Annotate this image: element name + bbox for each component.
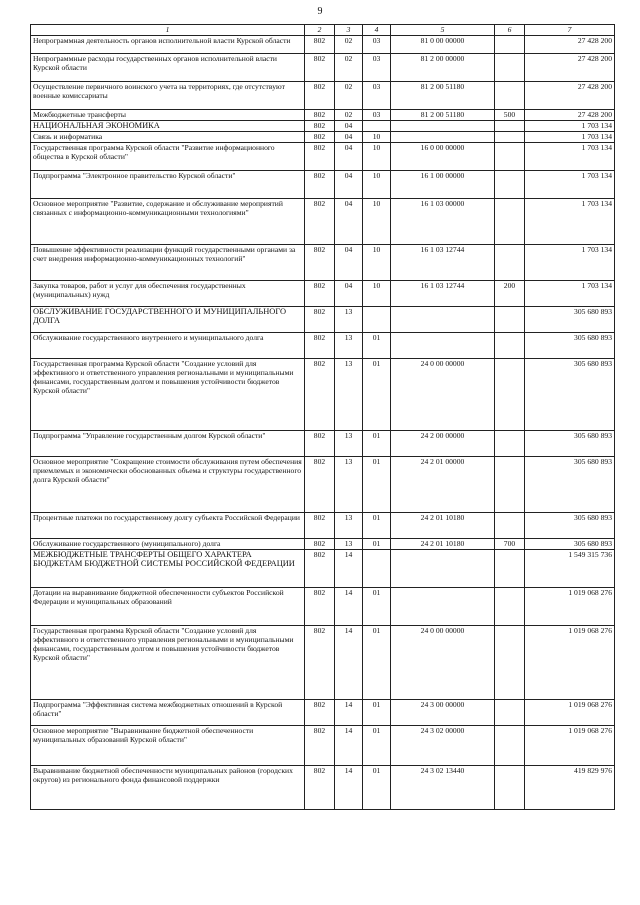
cell-section-code: 14 <box>335 700 363 726</box>
cell-section-code: 13 <box>335 539 363 550</box>
cell-subsection-code: 10 <box>363 199 391 245</box>
table-row <box>31 121 615 132</box>
cell-target-code: 16 1 03 12744 <box>391 245 495 281</box>
cell-expense-type: 500 <box>495 110 525 121</box>
table-row <box>31 513 615 539</box>
row-name: Дотации на выравнивание бюджетной обеспеченности субъектов Российской Федерации и муниципальных образований <box>31 588 305 626</box>
cell-subsection-code: 01 <box>363 726 391 766</box>
cell-amount: 305 680 893 <box>525 333 615 359</box>
cell-section-code: 13 <box>335 359 363 431</box>
row-name: Подпрограмма "Электронное правительство Курской области" <box>31 171 305 199</box>
table-row <box>31 359 615 431</box>
cell-subsection-code: 01 <box>363 700 391 726</box>
row-name: Государственная программа Курской области "Создание условий для эффективного и ответственного управления региональными и муниципальными финансами, государственным долгом и повышения устойчивости бюджетов Курской области" <box>31 359 305 431</box>
cell-target-code: 16 1 03 12744 <box>391 281 495 307</box>
cell-subsection-code: 10 <box>363 143 391 171</box>
cell-expense-type <box>495 307 525 333</box>
table-row <box>31 333 615 359</box>
cell-target-code: 81 0 00 00000 <box>391 36 495 54</box>
cell-target-code: 24 2 01 10180 <box>391 539 495 550</box>
column-header: 3 <box>335 25 363 36</box>
cell-amount: 305 680 893 <box>525 359 615 431</box>
table-row <box>31 588 615 626</box>
cell-amount: 1 703 134 <box>525 281 615 307</box>
column-header: 4 <box>363 25 391 36</box>
cell-expense-type: 200 <box>495 281 525 307</box>
table-row <box>31 132 615 143</box>
cell-subsection-code: 01 <box>363 626 391 700</box>
cell-section-code: 04 <box>335 245 363 281</box>
column-header: 6 <box>495 25 525 36</box>
cell-subsection-code: 03 <box>363 36 391 54</box>
row-name: Межбюджетные трансферты <box>31 110 305 121</box>
table-row <box>31 82 615 110</box>
cell-expense-type <box>495 626 525 700</box>
cell-ministry-code: 802 <box>305 245 335 281</box>
row-name: Основное мероприятие "Развитие, содержание и обслуживание мероприятий связанных с информационно-коммуникационными технологиями" <box>31 199 305 245</box>
cell-expense-type <box>495 513 525 539</box>
cell-amount: 305 680 893 <box>525 539 615 550</box>
cell-amount: 1 703 134 <box>525 121 615 132</box>
cell-amount: 27 428 200 <box>525 110 615 121</box>
cell-subsection-code: 01 <box>363 431 391 457</box>
cell-target-code: 81 2 00 51180 <box>391 82 495 110</box>
row-name: Основное мероприятие "Выравнивание бюджетной обеспеченности муниципальных образований Курской области" <box>31 726 305 766</box>
cell-target-code <box>391 121 495 132</box>
cell-subsection-code: 10 <box>363 245 391 281</box>
cell-ministry-code: 802 <box>305 281 335 307</box>
cell-subsection-code: 03 <box>363 54 391 82</box>
cell-amount: 1 019 068 276 <box>525 626 615 700</box>
cell-subsection-code <box>363 550 391 588</box>
cell-amount: 1 703 134 <box>525 199 615 245</box>
cell-amount: 305 680 893 <box>525 513 615 539</box>
row-name: ОБСЛУЖИВАНИЕ ГОСУДАРСТВЕННОГО И МУНИЦИПАЛЬНОГО ДОЛГА <box>31 307 305 333</box>
cell-amount: 1 019 068 276 <box>525 700 615 726</box>
cell-ministry-code: 802 <box>305 307 335 333</box>
cell-amount: 305 680 893 <box>525 431 615 457</box>
cell-section-code: 14 <box>335 550 363 588</box>
row-name: Осуществление первичного воинского учета на территориях, где отсутствуют военные комиссариаты <box>31 82 305 110</box>
row-name: Непрограммная деятельность органов исполнительной власти Курской области <box>31 36 305 54</box>
cell-ministry-code: 802 <box>305 359 335 431</box>
table-row <box>31 307 615 333</box>
table-row <box>31 726 615 766</box>
cell-target-code: 24 3 00 00000 <box>391 700 495 726</box>
table-row <box>31 171 615 199</box>
cell-amount: 305 680 893 <box>525 307 615 333</box>
cell-section-code: 04 <box>335 199 363 245</box>
cell-expense-type <box>495 333 525 359</box>
cell-target-code: 24 0 00 00000 <box>391 359 495 431</box>
cell-section-code: 13 <box>335 457 363 513</box>
cell-ministry-code: 802 <box>305 457 335 513</box>
cell-ministry-code: 802 <box>305 550 335 588</box>
cell-target-code: 24 0 00 00000 <box>391 626 495 700</box>
cell-target-code <box>391 307 495 333</box>
cell-ministry-code: 802 <box>305 143 335 171</box>
cell-ministry-code: 802 <box>305 36 335 54</box>
cell-subsection-code: 01 <box>363 588 391 626</box>
cell-target-code <box>391 132 495 143</box>
cell-amount: 27 428 200 <box>525 82 615 110</box>
cell-amount: 1 019 068 276 <box>525 588 615 626</box>
cell-target-code <box>391 333 495 359</box>
table-row <box>31 626 615 700</box>
column-header: 1 <box>31 25 305 36</box>
column-header: 5 <box>391 25 495 36</box>
cell-target-code <box>391 588 495 626</box>
cell-ministry-code: 802 <box>305 333 335 359</box>
row-name: Непрограммные расходы государственных органов исполнительной власти Курской области <box>31 54 305 82</box>
cell-expense-type <box>495 245 525 281</box>
row-name: Процентные платежи по государственному долгу субъекта Российской Федерации <box>31 513 305 539</box>
cell-ministry-code: 802 <box>305 766 335 810</box>
cell-expense-type <box>495 766 525 810</box>
cell-expense-type <box>495 171 525 199</box>
table-row <box>31 550 615 588</box>
column-header: 2 <box>305 25 335 36</box>
cell-ministry-code: 802 <box>305 588 335 626</box>
cell-target-code <box>391 550 495 588</box>
cell-subsection-code: 01 <box>363 333 391 359</box>
cell-ministry-code: 802 <box>305 132 335 143</box>
row-name: Основное мероприятие "Сокращение стоимости обслуживания путем обеспечения приемлемых и экономически обоснованных объема и структуры государственного долга Курской области" <box>31 457 305 513</box>
row-name: Государственная программа Курской области "Развитие информационного общества в Курской области" <box>31 143 305 171</box>
cell-expense-type <box>495 199 525 245</box>
cell-subsection-code: 01 <box>363 359 391 431</box>
cell-section-code: 14 <box>335 766 363 810</box>
cell-section-code: 14 <box>335 726 363 766</box>
cell-target-code: 16 1 00 00000 <box>391 171 495 199</box>
page-number: 9 <box>317 6 323 17</box>
row-name: МЕЖБЮДЖЕТНЫЕ ТРАНСФЕРТЫ ОБЩЕГО ХАРАКТЕРА БЮДЖЕТАМ БЮДЖЕТНОЙ СИСТЕМЫ РОССИЙСКОЙ ФЕДЕРАЦИИ <box>31 550 305 588</box>
cell-section-code: 02 <box>335 54 363 82</box>
cell-ministry-code: 802 <box>305 431 335 457</box>
table-row <box>31 539 615 550</box>
cell-ministry-code: 802 <box>305 700 335 726</box>
cell-section-code: 14 <box>335 626 363 700</box>
row-name: НАЦИОНАЛЬНАЯ ЭКОНОМИКА <box>31 121 305 132</box>
cell-ministry-code: 802 <box>305 82 335 110</box>
column-header: 7 <box>525 25 615 36</box>
cell-ministry-code: 802 <box>305 110 335 121</box>
cell-amount: 419 829 976 <box>525 766 615 810</box>
budget-table <box>30 24 615 810</box>
row-name: Закупка товаров, работ и услуг для обеспечения государственных (муниципальных) нужд <box>31 281 305 307</box>
cell-amount: 1 019 068 276 <box>525 726 615 766</box>
table-row <box>31 281 615 307</box>
cell-expense-type <box>495 457 525 513</box>
cell-expense-type <box>495 550 525 588</box>
cell-ministry-code: 802 <box>305 171 335 199</box>
cell-section-code: 13 <box>335 307 363 333</box>
cell-ministry-code: 802 <box>305 626 335 700</box>
cell-section-code: 04 <box>335 171 363 199</box>
cell-target-code: 16 0 00 00000 <box>391 143 495 171</box>
cell-expense-type <box>495 54 525 82</box>
cell-expense-type <box>495 726 525 766</box>
table-row <box>31 199 615 245</box>
cell-amount: 1 703 134 <box>525 245 615 281</box>
cell-expense-type <box>495 36 525 54</box>
table-header-row <box>31 25 615 36</box>
cell-subsection-code: 10 <box>363 171 391 199</box>
cell-amount: 27 428 200 <box>525 36 615 54</box>
cell-subsection-code: 03 <box>363 110 391 121</box>
cell-subsection-code: 01 <box>363 766 391 810</box>
cell-expense-type <box>495 700 525 726</box>
cell-amount: 305 680 893 <box>525 457 615 513</box>
cell-expense-type <box>495 82 525 110</box>
cell-subsection-code: 03 <box>363 82 391 110</box>
cell-amount: 27 428 200 <box>525 54 615 82</box>
cell-target-code: 24 3 02 00000 <box>391 726 495 766</box>
cell-amount: 1 703 134 <box>525 143 615 171</box>
table-row <box>31 457 615 513</box>
cell-subsection-code <box>363 121 391 132</box>
cell-subsection-code: 10 <box>363 132 391 143</box>
table-row <box>31 143 615 171</box>
cell-target-code: 81 2 00 00000 <box>391 54 495 82</box>
cell-section-code: 04 <box>335 281 363 307</box>
cell-expense-type <box>495 588 525 626</box>
row-name: Связь и информатика <box>31 132 305 143</box>
cell-ministry-code: 802 <box>305 726 335 766</box>
cell-section-code: 13 <box>335 431 363 457</box>
cell-amount: 1 549 315 736 <box>525 550 615 588</box>
table-row <box>31 110 615 121</box>
cell-expense-type <box>495 143 525 171</box>
cell-target-code: 16 1 03 00000 <box>391 199 495 245</box>
table-row <box>31 245 615 281</box>
cell-expense-type <box>495 121 525 132</box>
table-row <box>31 431 615 457</box>
cell-section-code: 13 <box>335 513 363 539</box>
cell-ministry-code: 802 <box>305 539 335 550</box>
cell-section-code: 02 <box>335 36 363 54</box>
cell-ministry-code: 802 <box>305 121 335 132</box>
cell-subsection-code: 01 <box>363 539 391 550</box>
cell-section-code: 04 <box>335 132 363 143</box>
cell-section-code: 02 <box>335 110 363 121</box>
table-row <box>31 700 615 726</box>
cell-amount: 1 703 134 <box>525 171 615 199</box>
cell-target-code: 24 2 01 00000 <box>391 457 495 513</box>
table-row <box>31 36 615 54</box>
cell-subsection-code: 10 <box>363 281 391 307</box>
row-name: Выравнивание бюджетной обеспеченности муниципальных районов (городских округов) из регионального фонда финансовой поддержки <box>31 766 305 810</box>
cell-expense-type <box>495 431 525 457</box>
cell-section-code: 13 <box>335 333 363 359</box>
row-name: Повышение эффективности реализации функций государственными органами за счет внедрения информационно-коммуникационных технологий" <box>31 245 305 281</box>
row-name: Подпрограмма "Эффективная система межбюджетных отношений в Курской области" <box>31 700 305 726</box>
row-name: Обслуживание государственного внутреннего и муниципального долга <box>31 333 305 359</box>
cell-section-code: 14 <box>335 588 363 626</box>
table-row <box>31 54 615 82</box>
table-row <box>31 766 615 810</box>
cell-ministry-code: 802 <box>305 54 335 82</box>
cell-section-code: 04 <box>335 121 363 132</box>
cell-expense-type <box>495 359 525 431</box>
row-name: Подпрограмма "Управление государственным долгом Курской области" <box>31 431 305 457</box>
cell-amount: 1 703 134 <box>525 132 615 143</box>
cell-target-code: 24 2 01 10180 <box>391 513 495 539</box>
cell-target-code: 24 2 00 00000 <box>391 431 495 457</box>
cell-subsection-code: 01 <box>363 457 391 513</box>
row-name: Государственная программа Курской области "Создание условий для эффективного и ответственного управления региональными и муниципальными финансами, государственным долгом и повышения устойчивости бюджетов Курской области" <box>31 626 305 700</box>
cell-subsection-code: 01 <box>363 513 391 539</box>
cell-expense-type: 700 <box>495 539 525 550</box>
row-name: Обслуживание государственного (муниципального) долга <box>31 539 305 550</box>
cell-subsection-code <box>363 307 391 333</box>
cell-target-code: 24 3 02 13440 <box>391 766 495 810</box>
cell-section-code: 04 <box>335 143 363 171</box>
cell-target-code: 81 2 00 51180 <box>391 110 495 121</box>
cell-ministry-code: 802 <box>305 513 335 539</box>
cell-section-code: 02 <box>335 82 363 110</box>
cell-expense-type <box>495 132 525 143</box>
cell-ministry-code: 802 <box>305 199 335 245</box>
